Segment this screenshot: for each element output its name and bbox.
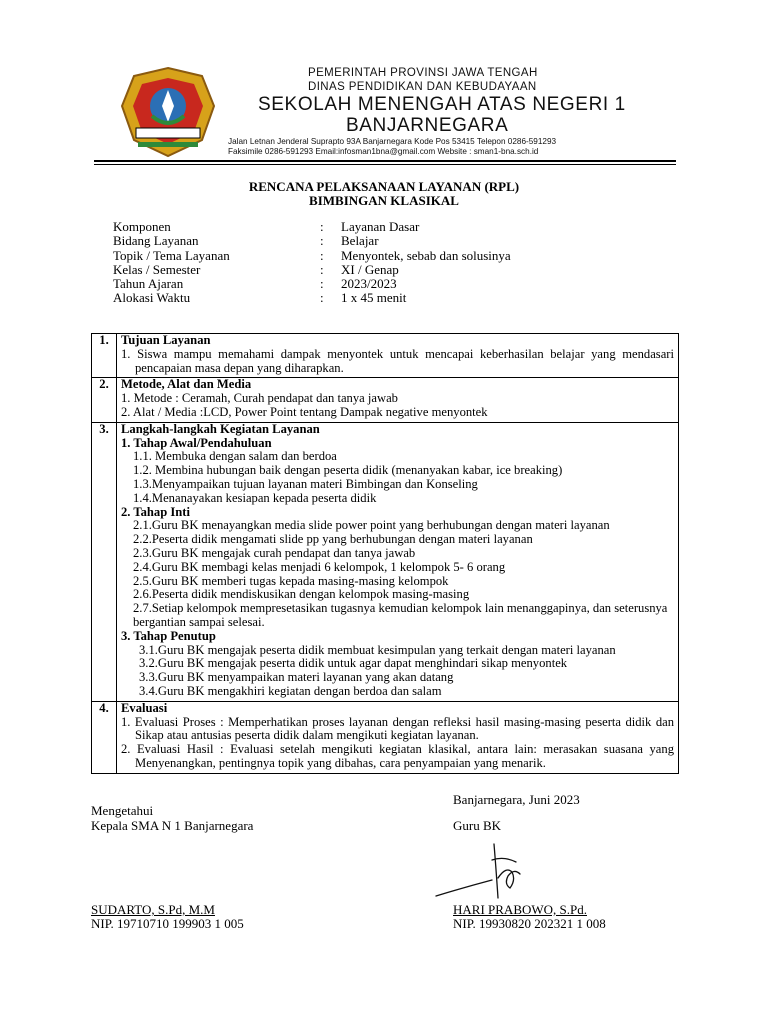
- letterhead: [228, 66, 648, 157]
- list-item: 1.3.Menyampaikan tujuan layanan materi Bimbingan dan Konseling: [133, 476, 478, 491]
- list-item: 1.4.Menanayakan kesiapan kepada peserta didik: [133, 490, 377, 505]
- letterhead-school: SEKOLAH MENENGAH ATAS NEGERI 1: [258, 94, 626, 115]
- rpl-table: [91, 333, 679, 774]
- stage-title: 2. Tahap Inti: [121, 504, 190, 519]
- meta-row: Kelas / Semester : XI / Genap: [113, 261, 399, 277]
- list-item: 3.3.Guru BK menyampaikan materi layanan yang akan datang: [139, 670, 454, 685]
- stage-title: 3. Tahap Penutup: [121, 628, 216, 643]
- letterhead-address: Jalan Letnan Jenderal Suprapto 93A Banjarnegara Kode Pos 53415 Telepon 0286-591293: [228, 137, 557, 146]
- table-row: [92, 378, 679, 422]
- section-cell: [117, 701, 679, 773]
- list-item: 3.4.Guru BK mengakhiri kegiatan dengan berdoa dan salam: [139, 683, 442, 698]
- sign-right-name: HARI PRABOWO, S.Pd.: [453, 902, 587, 917]
- list-item: 1.1. Membuka dengan salam dan berdoa: [133, 449, 337, 464]
- letterhead-contact: Faksimile 0286-591293 Email:infosman1bna@gmail.com Website : sman1-bna.sch.id: [228, 147, 539, 156]
- list-item: 2.6.Peserta didik mendiskusikan dengan kelompok masing-masing: [133, 587, 470, 602]
- sign-right-nip: NIP. 19930820 202321 1 008: [453, 916, 606, 931]
- list-item: 2. Evaluasi Hasil : Evaluasi setelah mengikuti kegiatan klasikal, antara lain: merasakan suasana yang Menyenangkan, pentingnya topik yang dibahas, cara penyampaian yang menarik.: [121, 742, 674, 770]
- list-item: 1. Siswa mampu memahami dampak menyontek untuk mencapai keberhasilan belajar yang mendasari pencapaian masa depan yang diharapkan.: [121, 346, 674, 375]
- letterhead-department: DINAS PENDIDIKAN DAN KEBUDAYAAN: [308, 81, 537, 93]
- sign-right-title: Guru BK: [453, 818, 502, 833]
- list-item: 2.5.Guru BK memberi tugas kepada masing-masing kelompok: [133, 573, 449, 588]
- sign-left-title: Kepala SMA N 1 Banjarnegara: [91, 818, 254, 833]
- list-item: 1.2. Membina hubungan baik dengan peserta didik (menanyakan kabar, ice breaking): [133, 463, 563, 478]
- section-title: Langkah-langkah Kegiatan Layanan: [121, 421, 320, 436]
- section-cell: [117, 422, 679, 701]
- list-item: 2.1.Guru BK menayangkan media slide power point yang berhubungan dengan materi layanan: [133, 518, 610, 533]
- list-item: 1. Evaluasi Proses : Memperhatikan proses layanan dengan refleksi hasil masing-masing peserta didik dan Sikap atau antusias peserta didik dalam mengikuti kegiatan layanan.: [121, 714, 674, 743]
- signature-image: [432, 838, 542, 908]
- doc-title: RENCANA PELAKSANAAN LAYANAN (RPL): [248, 179, 520, 194]
- meta-row: Tahun Ajaran : 2023/2023: [113, 276, 397, 292]
- meta-row: Bidang Layanan : Belajar: [113, 233, 379, 249]
- section-number: 2.: [92, 378, 117, 422]
- section-title: Metode, Alat dan Media: [121, 377, 252, 392]
- sign-left-label: Mengetahui: [91, 803, 154, 818]
- meta-row: Topik / Tema Layanan : Menyontek, sebab dan solusinya: [113, 247, 511, 263]
- doc-subtitle: BIMBINGAN KLASIKAL: [309, 193, 459, 208]
- letterhead-city: BANJARNEGARA: [346, 115, 509, 136]
- list-item: 1. Metode : Ceramah, Curah pendapat dan tanya jawab: [121, 391, 398, 406]
- sign-left-name: SUDARTO, S.Pd, M.M: [91, 902, 215, 917]
- section-title: Tujuan Layanan: [121, 333, 211, 347]
- stage-title: 1. Tahap Awal/Pendahuluan: [121, 435, 272, 450]
- section-cell: [117, 378, 679, 422]
- place-date: Banjarnegara, Juni 2023: [453, 792, 580, 807]
- letterhead-province: PEMERINTAH PROVINSI JAWA TENGAH: [308, 67, 538, 79]
- section-number: 4.: [92, 701, 117, 773]
- list-item: 3.2.Guru BK mengajak peserta didik untuk agar dapat menghindari sikap menyontek: [139, 656, 568, 671]
- sign-left-nip: NIP. 19710710 199903 1 005: [91, 916, 244, 931]
- section-title: Evaluasi: [121, 700, 168, 715]
- section-number: 1.: [92, 334, 117, 378]
- meta-row: Alokasi Waktu : 1 x 45 menit: [113, 290, 407, 306]
- list-item: 2.4.Guru BK membagi kelas menjadi 6 kelompok, 1 kelompok 5- 6 orang: [133, 559, 506, 574]
- letterhead-rule-thin: [94, 164, 676, 165]
- table-row: [92, 334, 679, 378]
- list-item: 3.1.Guru BK mengajak peserta didik membuat kesimpulan yang terkait dengan materi layanan: [139, 642, 616, 657]
- table-row: [92, 422, 679, 701]
- school-emblem-icon: [118, 66, 218, 158]
- meta-list: [113, 220, 613, 306]
- meta-row: Komponen : Layanan Dasar: [113, 219, 420, 234]
- table-row: [92, 701, 679, 773]
- list-item: 2. Alat / Media :LCD, Power Point tentang Dampak negative menyontek: [121, 404, 488, 419]
- section-number: 3.: [92, 422, 117, 701]
- list-item: 2.7.Setiap kelompok mempresetasikan tugasnya kemudian kelompok lain menanggapinya, dan seterusnya bergantian sampai selesai.: [133, 601, 668, 629]
- letterhead-rule-thick: [94, 160, 676, 162]
- section-cell: [117, 334, 679, 378]
- list-item: 2.3.Guru BK mengajak curah pendapat dan tanya jawab: [133, 545, 416, 560]
- list-item: 2.2.Peserta didik mengamati slide pp yang berhubungan dengan materi layanan: [133, 532, 533, 547]
